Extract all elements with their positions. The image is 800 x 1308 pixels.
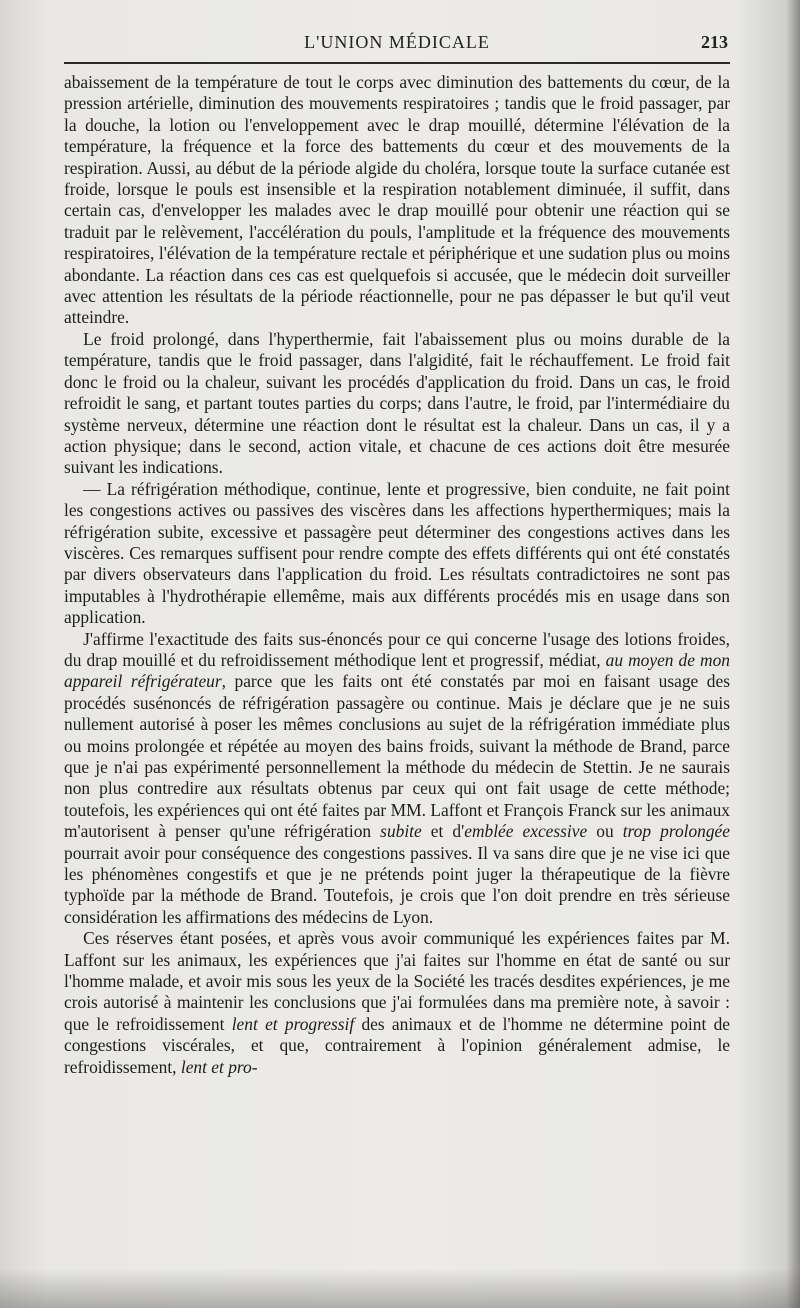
text-run: pourrait avoir pour conséquence des congestions passives. Il va sans dire que je ne vise ici que les phénomènes congestifs et que je ne prétends point juger la thérapeutique de la fièvre typhoïde par la méthode de Brand. Toutefois, je crois que l'on doit prendre en très sérieuse considération les affirmations des médecins de Lyon. bbox=[64, 842, 730, 927]
text-run: abaissement de la température de tout le corps avec diminution des battements du cœur, de la pression artérielle, diminution des mouvements respiratoires ; tandis que le froid passager, par la douche, la lotion ou l'enveloppement avec le drap mouillé, détermine l'élévation de la température, la fréquence et la force des battements du cœur et des mouvements de la respiration. Aussi, au début de la période algide du choléra, lorsque toute la surface cutanée est froide, lorsque le pouls est insensible et la respiration notablement diminuée, il suffit, dans certain cas, d'envelopper les malades avec le drap mouillé pour obtenir une réaction qui se traduit par le relèvement, l'accélération du pouls, l'amplitude et la fréquence des mouvements respiratoires, l'élévation de la température rectale et périphérique et une sudation plus ou moins abondante. La réaction dans ces cas est quelquefois si accusée, que le médecin doit surveiller avec attention les résultats de la période réactionnelle, pour ne pas dépasser le but qu'il veut atteindre. bbox=[64, 72, 730, 328]
paragraph bbox=[64, 479, 730, 629]
italic-text: subite bbox=[380, 821, 422, 842]
text-run: des animaux et de l'homme ne détermine point de congestions viscérales, et que, contrairement à l'opinion généralement admise, le refroidissement, bbox=[64, 1013, 730, 1077]
header-rule bbox=[64, 62, 730, 64]
bottom-shadow bbox=[0, 1268, 800, 1308]
running-title: L'UNION MÉDICALE bbox=[304, 32, 490, 52]
text-run: et d' bbox=[421, 821, 465, 842]
page-edge-shadow bbox=[786, 0, 800, 1308]
text-run: , parce que les faits ont été constatés par moi en faisant usage des procédés susénoncés de réfrigération passagère ou continue. Mais je déclare que je ne suis nullement autorisé à poser les mêmes conclusions au sujet de la réfrigération immédiate plus ou moins prolongée et répétée au moyen des bains froids, suivant la méthode de Brand, parce que je n'ai pas expérimenté personnellement la méthode du médecin de Stettin. Je ne saurais non plus contredire aux résultats obtenus par ceux qui ont fait usage de cette méthode; toutefois, les expériences qui ont été faites par MM. Laffont et François Franck sur les animaux m'autorisent à penser qu'une réfrigération bbox=[64, 671, 730, 842]
paragraph bbox=[64, 928, 730, 1078]
italic-text: au moyen de mon appareil réfrigérateur bbox=[64, 649, 730, 692]
text-run: ou bbox=[587, 821, 623, 842]
running-header bbox=[64, 30, 730, 56]
page-number: 213 bbox=[701, 32, 728, 52]
italic-text: lent et progressif bbox=[231, 1013, 355, 1034]
paragraph bbox=[64, 72, 730, 329]
italic-text: emblée excessive bbox=[464, 821, 588, 842]
text-run: — La réfrigération méthodique, continue, lente et progressive, bien conduite, ne fait point les congestions actives ou passives des viscères dans les affections hyperthermiques; mais la réfrigération subite, excessive et passagère peut déterminer des congestions actives dans les viscères. Ces remarques suffisent pour rendre compte des effets différents qui ont été constatés par divers observateurs dans l'application du froid. Les résultats contradictoires ne sont pas imputables à l'hydrothérapie ellemême, mais aux différents procédés mis en usage dans son application. bbox=[64, 478, 730, 628]
text-run: Le froid prolongé, dans l'hyperthermie, fait l'abaissement plus ou moins durable de la température, tandis que le froid passager, dans l'algidité, fait le réchauffement. Le froid fait donc le froid ou la chaleur, suivant les procédés d'application du froid. Dans un cas, le froid refroidit le sang, et partant toutes parties du corps; dans l'autre, le froid, par l'intermédiaire du système nerveux, détermine une réaction dont le résultat est la chaleur. Dans un cas, il y a action physique; dans le second, action vitale, et chacune de ces actions doit être mesurée suivant les indications. bbox=[64, 328, 730, 478]
text-run: J'affirme l'exactitude des faits sus-énoncés pour ce qui concerne l'usage des lotions froides, du drap mouillé et du refroidissement méthodique lent et progressif, médiat, bbox=[64, 628, 730, 670]
italic-text: trop prolongée bbox=[622, 821, 730, 842]
italic-text: lent et pro- bbox=[180, 1056, 258, 1077]
body-text bbox=[64, 72, 730, 1078]
text-run: Ces réserves étant posées, et après vous avoir communiqué les expériences faites par M. Laffont sur les animaux, les expériences que j'ai faites sur l'homme en état de santé ou sur l'homme malade, et avoir mis sous les yeux de la Société les tracés desdites expériences, je me crois autorisé à maintenir les conclusions que j'ai formulées dans ma première note, à savoir : que le refroidissement bbox=[64, 928, 730, 1034]
paragraph bbox=[64, 329, 730, 479]
paragraph bbox=[64, 629, 730, 929]
